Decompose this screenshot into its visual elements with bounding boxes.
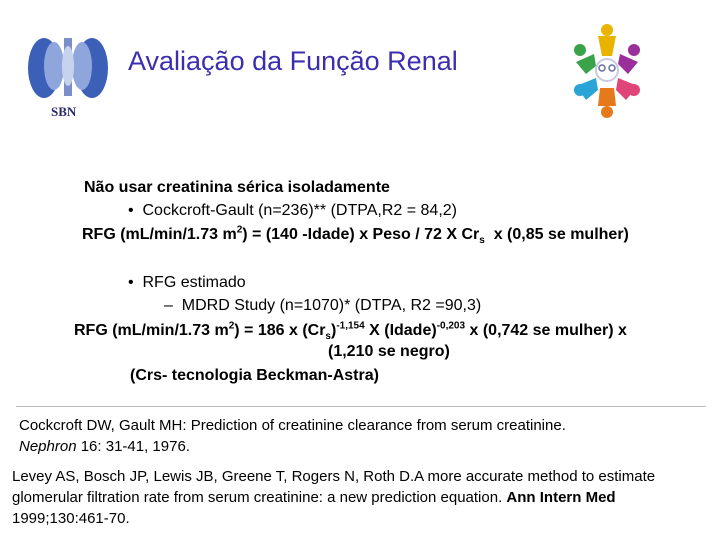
bullet-cockcroft-text: Cockcroft-Gault (n=236)** (DTPA,R2 = 84,2) (142, 202, 457, 219)
dash-marker: – (164, 297, 182, 314)
bullet-dot: • (128, 202, 143, 219)
reference-cockcroft: Cockcroft DW, Gault MH: Prediction of creatinine clearance from serum creatinine. Nephron 16: 31-41, 1976. (19, 417, 566, 455)
bullet-cockcroft (128, 201, 457, 221)
people-circle-logo (568, 16, 646, 122)
line-no-creatinine: Não usar creatinina sérica isoladamente (84, 179, 390, 196)
note-beckman: (Crs- tecnologia Beckman-Astra) (130, 367, 379, 384)
sub-bullet-mdrd (164, 296, 481, 316)
references-divider (16, 406, 706, 407)
page-title: Avaliação da Função Renal (128, 46, 458, 76)
reference-levey: Levey AS, Bosch JP, Lewis JB, Greene T, Rogers N, Roth D.A more accurate method to estimate glomerular filtration rate from serum creatinine: a new prediction equation. Ann Intern Med 1999;130:461-70. (12, 468, 656, 527)
sbn-label: SBN (51, 104, 77, 119)
formula-mdrd-line2: (1,210 se negro) (328, 343, 450, 360)
formula-mdrd: RFG (mL/min/1.73 $m^2) = 186$ x $(Cr_s)^{-1,154}$ X (Idade)$^{-0,203}$ x (0,742 se mulher) x (74, 320, 627, 343)
bullet-rfg-estimado (128, 273, 246, 293)
bullet-dot: • (128, 274, 143, 291)
formula-cockcroft: RFG (mL/min/1.73 $m^2) = (140$ -Idade) x Peso / 72 X $Cr_s$ x (0,85 se mulher) (82, 224, 629, 247)
sub-bullet-mdrd-text: MDRD Study (n=1070)* (DTPA, R2 =90,3) (181, 297, 482, 314)
bullet-rfg-estimado-text: RFG estimado (142, 274, 246, 291)
